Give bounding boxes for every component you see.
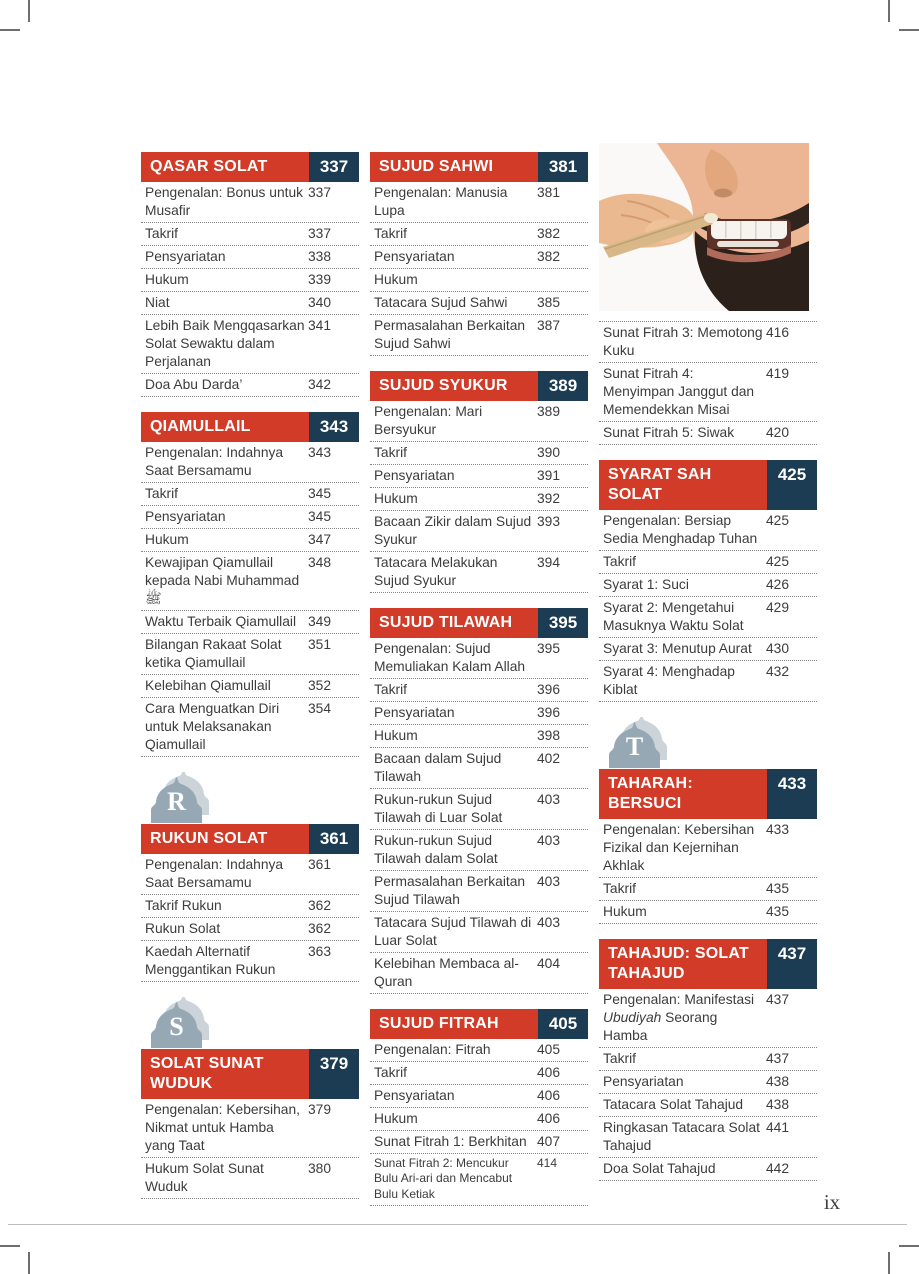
siwak-photo (599, 143, 809, 311)
toc-entry[interactable] (370, 1154, 588, 1206)
section-header[interactable] (370, 608, 588, 638)
entry-page-number: 387 (537, 318, 561, 333)
entry-page-number: 361 (308, 857, 332, 872)
toc-entry[interactable] (599, 597, 817, 638)
entry-page-number: 352 (308, 678, 332, 693)
entry-page-number: 354 (308, 701, 332, 716)
section-page-number: 437 (767, 939, 817, 989)
entry-title: Takrif (145, 225, 178, 241)
entry-title: Pengenalan: Fitrah (374, 1041, 491, 1057)
chapter-icon-letter: R (167, 787, 186, 816)
section-page-number: 425 (767, 460, 817, 510)
entry-title: Hukum (374, 727, 418, 743)
crop-mark-bottom-right-h (899, 1245, 919, 1247)
toc-entry[interactable] (370, 511, 588, 552)
entry-title: Pengenalan: Manusia Lupa (374, 184, 508, 218)
toc-entry[interactable] (141, 1158, 359, 1199)
entry-title: Hukum (374, 1110, 418, 1126)
section-title: SUJUD FITRAH (370, 1009, 538, 1039)
crop-mark-top-right-h (899, 29, 919, 31)
entry-page-number: 429 (766, 600, 790, 615)
entry-title: Cara Menguatkan Diri untuk Melaksanakan Qiamullail (145, 700, 280, 752)
entry-page-number: 379 (308, 1102, 332, 1117)
toc-entry[interactable] (370, 442, 588, 465)
crop-mark-bottom-left-h (0, 1245, 20, 1247)
entry-title: Pensyariatan (374, 704, 455, 720)
toc-entry[interactable] (370, 1108, 588, 1131)
crop-mark-top-right-v (888, 0, 890, 22)
entry-title: Pensyariatan (374, 467, 455, 483)
entry-title: Pengenalan: Sujud Memuliakan Kalam Allah (374, 640, 526, 674)
toc-entry[interactable] (141, 182, 359, 223)
entry-title: Doa Solat Tahajud (603, 1160, 716, 1176)
footer-rule (8, 1224, 907, 1225)
toc-entry[interactable] (599, 422, 817, 445)
entry-page-number: 438 (766, 1097, 790, 1112)
entry-title: Syarat 2: Mengetahui Masuknya Waktu Solat (603, 599, 744, 633)
toc-entry[interactable] (370, 953, 588, 994)
entry-page-number: 395 (537, 641, 561, 656)
toc-entry[interactable] (599, 1117, 817, 1158)
entry-page-number: 382 (537, 249, 561, 264)
toc-section (370, 1009, 588, 1206)
entry-list (599, 510, 817, 702)
entry-title: Hukum (374, 271, 418, 287)
toc-entry[interactable] (370, 269, 588, 292)
entry-list (599, 989, 817, 1181)
entry-title: Hukum (603, 903, 647, 919)
entry-title: Pengenalan: Kebersihan Fizikal dan Kejernihan Akhlak (603, 821, 755, 873)
entry-page-number: 425 (766, 554, 790, 569)
section-title: SOLAT SUNAT WUDUK (141, 1049, 309, 1099)
entry-page-number: 403 (537, 915, 561, 930)
entry-page-number: 405 (537, 1042, 561, 1057)
toc-entry[interactable] (599, 989, 817, 1048)
toc-entry[interactable] (599, 574, 817, 597)
entry-title: Takrif (374, 681, 407, 697)
entry-title: Takrif (374, 225, 407, 241)
entry-title: Syarat 1: Suci (603, 576, 689, 592)
toc-section (599, 460, 817, 702)
toc-entry[interactable] (599, 878, 817, 901)
toc-section (141, 997, 359, 1199)
entry-page-number: 435 (766, 904, 790, 919)
entry-list (370, 182, 588, 356)
toc-section (370, 371, 588, 593)
entry-page-number: 392 (537, 491, 561, 506)
entry-page-number: 420 (766, 425, 790, 440)
toc-entry[interactable] (141, 442, 359, 483)
toc-entry[interactable] (370, 1039, 588, 1062)
toc-columns (141, 152, 817, 1221)
toc-entry[interactable] (370, 638, 588, 679)
entry-list (141, 854, 359, 982)
entry-title: Takrif (145, 485, 178, 501)
toc-entry[interactable] (599, 901, 817, 924)
entry-page-number: 435 (766, 881, 790, 896)
toc-entry[interactable] (370, 1062, 588, 1085)
entry-list (599, 819, 817, 924)
section-header[interactable] (599, 460, 817, 510)
entry-title: Doa Abu Darda’ (145, 376, 243, 392)
toc-column-2 (370, 152, 588, 1221)
section-header[interactable] (599, 939, 817, 989)
toc-entry[interactable] (370, 292, 588, 315)
toc-column-1 (141, 152, 359, 1221)
section-header[interactable] (370, 371, 588, 401)
entry-page-number: 430 (766, 641, 790, 656)
entry-title: Rukun Solat (145, 920, 221, 936)
toc-entry[interactable] (370, 679, 588, 702)
toc-section (141, 772, 359, 982)
section-page-number: 337 (309, 152, 359, 182)
crop-mark-top-left-h (0, 29, 20, 31)
toc-entry[interactable] (370, 702, 588, 725)
entry-title: Bacaan Zikir dalam Sujud Syukur (374, 513, 532, 547)
section-header[interactable] (141, 824, 359, 854)
toc-entry[interactable] (141, 246, 359, 269)
toc-entry[interactable] (370, 552, 588, 593)
toc-section (599, 939, 817, 1181)
section-header[interactable] (599, 769, 817, 819)
toc-entry[interactable] (370, 1131, 588, 1154)
toc-section (370, 608, 588, 994)
section-page-number: 405 (538, 1009, 588, 1039)
entry-page-number: 343 (308, 445, 332, 460)
entry-title: Hukum (145, 271, 189, 287)
crop-mark-bottom-right-v (888, 1252, 890, 1274)
toc-entry[interactable] (599, 661, 817, 702)
entry-title: Sunat Fitrah 5: Siwak (603, 424, 735, 440)
entry-title: Pensyariatan (603, 1073, 684, 1089)
entry-page-number: 382 (537, 226, 561, 241)
entry-title: Sunat Fitrah 2: Mencukur Bulu Ari-ari dan Mencabut Bulu Ketiak (374, 1155, 513, 1201)
entry-title: Kelebihan Membaca al-Quran (374, 955, 519, 989)
entry-page-number: 406 (537, 1111, 561, 1126)
entry-title: Pengenalan: Kebersihan, Nikmat untuk Hamba yang Taat (145, 1101, 300, 1153)
toc-entry[interactable] (141, 529, 359, 552)
toc-entry[interactable] (141, 315, 359, 374)
entry-title: Rukun-rukun Sujud Tilawah di Luar Solat (374, 791, 503, 825)
section-header[interactable] (141, 412, 359, 442)
section-title: TAHARAH: BERSUCI (599, 769, 767, 819)
entry-page-number: 442 (766, 1161, 790, 1176)
section-page-number: 379 (309, 1049, 359, 1099)
entry-title: Permasalahan Berkaitan Sujud Sahwi (374, 317, 526, 351)
page-number: ix (823, 1190, 841, 1214)
toc-entry[interactable] (599, 819, 817, 878)
entry-page-number: 426 (766, 577, 790, 592)
toc-entry[interactable] (370, 871, 588, 912)
entry-title: Pensyariatan (374, 248, 455, 264)
entry-title: Waktu Terbaik Qiamullail (145, 613, 297, 629)
crop-mark-top-left-v (28, 0, 30, 22)
entry-title: Permasalahan Berkaitan Sujud Tilawah (374, 873, 526, 907)
entry-page-number: 441 (766, 1120, 790, 1135)
toc-column-3 (599, 152, 817, 1221)
dome-chapter-icon-S (146, 997, 212, 1049)
entry-list (599, 321, 817, 445)
entry-title: Pengenalan: Indahnya Saat Bersamamu (145, 856, 284, 890)
entry-page-number: 403 (537, 792, 561, 807)
entry-page-number: 403 (537, 833, 561, 848)
section-header[interactable] (370, 1009, 588, 1039)
entry-page-number: 396 (537, 705, 561, 720)
toc-entry[interactable] (141, 941, 359, 982)
entry-title: Takrif Rukun (145, 897, 222, 913)
toc-entry[interactable] (141, 374, 359, 397)
entry-title: Pengenalan: Bersiap Sedia Menghadap Tuhan (603, 512, 758, 546)
toc-entry[interactable] (599, 321, 817, 363)
toc-entry[interactable] (141, 223, 359, 246)
toc-entry[interactable] (370, 725, 588, 748)
toc-entry[interactable] (141, 269, 359, 292)
dome-chapter-icon-R (146, 772, 212, 824)
entry-page-number: 381 (537, 185, 561, 200)
section-title: QASAR SOLAT (141, 152, 309, 182)
section-page-number: 381 (538, 152, 588, 182)
toc-section (370, 152, 588, 356)
entry-list (370, 638, 588, 994)
toc-entry[interactable] (370, 465, 588, 488)
toc-entry[interactable] (599, 1071, 817, 1094)
entry-title: Lebih Baik Mengqasarkan Solat Sewaktu dalam Perjalanan (145, 317, 305, 369)
toc-entry[interactable] (141, 611, 359, 634)
toc-section (141, 152, 359, 397)
entry-title: Takrif (374, 444, 407, 460)
entry-title: Pensyariatan (145, 508, 226, 524)
entry-title: Niat (145, 294, 170, 310)
toc-entry[interactable] (141, 483, 359, 506)
toc-entry[interactable] (599, 1048, 817, 1071)
entry-page-number: 345 (308, 486, 332, 501)
entry-title: Sunat Fitrah 4: Menyimpan Janggut dan Memendekkan Misai (603, 365, 755, 417)
entry-page-number: 362 (308, 898, 332, 913)
toc-entry[interactable] (370, 488, 588, 511)
toc-section (599, 321, 817, 445)
toc-section (141, 412, 359, 757)
entry-title: Pensyariatan (374, 1087, 455, 1103)
toc-entry[interactable] (141, 854, 359, 895)
section-header[interactable] (141, 152, 359, 182)
entry-page-number: 337 (308, 185, 332, 200)
entry-page-number: 398 (537, 728, 561, 743)
entry-title: Pengenalan: Manifestasi Ubudiyah Seorang Hamba (603, 991, 755, 1043)
entry-page-number: 340 (308, 295, 332, 310)
section-title: SUJUD SAHWI (370, 152, 538, 182)
entry-title: Tatacara Sujud Sahwi (374, 294, 508, 310)
toc-entry[interactable] (599, 638, 817, 661)
entry-page-number: 345 (308, 509, 332, 524)
toc-entry[interactable] (370, 182, 588, 223)
entry-page-number: 390 (537, 445, 561, 460)
entry-title: Sunat Fitrah 1: Berkhitan (374, 1133, 527, 1149)
toc-entry[interactable] (370, 315, 588, 356)
entry-page-number: 433 (766, 822, 790, 837)
entry-title: Takrif (603, 1050, 636, 1066)
entry-page-number: 339 (308, 272, 332, 287)
entry-title: Pengenalan: Mari Bersyukur (374, 403, 483, 437)
toc-entry[interactable] (141, 506, 359, 529)
toc-entry[interactable] (370, 246, 588, 269)
entry-page-number: 404 (537, 956, 561, 971)
entry-page-number: 432 (766, 664, 790, 679)
entry-list (141, 442, 359, 757)
section-page-number: 361 (309, 824, 359, 854)
entry-title: Tatacara Solat Tahajud (603, 1096, 744, 1112)
entry-page-number: 380 (308, 1161, 332, 1176)
toc-entry[interactable] (599, 510, 817, 551)
entry-page-number: 341 (308, 318, 332, 333)
toc-entry[interactable] (141, 698, 359, 757)
chapter-icon-letter: S (169, 1012, 184, 1041)
entry-title: Takrif (603, 880, 636, 896)
toc-entry[interactable] (141, 895, 359, 918)
toc-entry[interactable] (141, 675, 359, 698)
entry-title: Hukum (145, 531, 189, 547)
entry-page-number: 389 (537, 404, 561, 419)
entry-title: Kewajipan Qiamullail kepada Nabi Muhammad ﷺ (145, 554, 300, 606)
toc-entry[interactable] (599, 363, 817, 422)
entry-page-number: 351 (308, 637, 332, 652)
toc-entry[interactable] (370, 789, 588, 830)
toc-entry[interactable] (370, 830, 588, 871)
entry-title: Tatacara Sujud Tilawah di Luar Solat (374, 914, 532, 948)
section-title: QIAMULLAIL (141, 412, 309, 442)
entry-page-number: 385 (537, 295, 561, 310)
entry-title: Bilangan Rakaat Solat ketika Qiamullail (145, 636, 282, 670)
entry-page-number: 347 (308, 532, 332, 547)
entry-list (141, 1099, 359, 1199)
entry-title: Pensyariatan (145, 248, 226, 264)
dome-chapter-icon-T (604, 717, 670, 769)
entry-title: Sunat Fitrah 3: Memotong Kuku (603, 324, 763, 358)
section-page-number: 395 (538, 608, 588, 638)
entry-page-number: 394 (537, 555, 561, 570)
entry-list (370, 401, 588, 593)
toc-entry[interactable] (141, 634, 359, 675)
entry-page-number: 414 (537, 1156, 558, 1170)
section-title: TAHAJUD: SOLAT TAHAJUD (599, 939, 767, 989)
entry-page-number: 406 (537, 1065, 561, 1080)
toc-entry[interactable] (599, 1158, 817, 1181)
toc-entry[interactable] (370, 912, 588, 953)
entry-page-number: 437 (766, 992, 790, 1007)
crop-mark-bottom-left-v (28, 1252, 30, 1274)
entry-title: Rukun-rukun Sujud Tilawah dalam Solat (374, 832, 498, 866)
toc-entry[interactable] (141, 1099, 359, 1158)
entry-page-number: 362 (308, 921, 332, 936)
entry-title: Ringkasan Tatacara Solat Tahajud (603, 1119, 760, 1153)
toc-entry[interactable] (141, 552, 359, 611)
entry-page-number: 342 (308, 377, 332, 392)
entry-list (141, 182, 359, 397)
entry-title: Kaedah Alternatif Menggantikan Rukun (145, 943, 276, 977)
entry-page-number: 363 (308, 944, 332, 959)
section-title: SUJUD SYUKUR (370, 371, 538, 401)
section-title: RUKUN SOLAT (141, 824, 309, 854)
entry-page-number: 402 (537, 751, 561, 766)
toc-entry[interactable] (370, 1085, 588, 1108)
entry-title: Takrif (603, 553, 636, 569)
entry-title: Kelebihan Qiamullail (145, 677, 271, 693)
entry-page-number: 416 (766, 325, 790, 340)
entry-title: Pengenalan: Bonus untuk Musafir (145, 184, 304, 218)
entry-page-number: 403 (537, 874, 561, 889)
entry-title: Pengenalan: Indahnya Saat Bersamamu (145, 444, 284, 478)
toc-entry[interactable] (599, 551, 817, 574)
entry-page-number: 348 (308, 555, 332, 570)
entry-page-number: 406 (537, 1088, 561, 1103)
entry-title: Syarat 3: Menutup Aurat (603, 640, 752, 656)
chapter-icon-letter: T (625, 732, 644, 761)
section-title: SUJUD TILAWAH (370, 608, 538, 638)
section-page-number: 389 (538, 371, 588, 401)
entry-title: Bacaan dalam Sujud Tilawah (374, 750, 502, 784)
toc-entry[interactable] (370, 223, 588, 246)
entry-title: Hukum Solat Sunat Wuduk (145, 1160, 264, 1194)
entry-page-number: 407 (537, 1134, 561, 1149)
section-page-number: 433 (767, 769, 817, 819)
entry-title: Tatacara Melakukan Sujud Syukur (374, 554, 498, 588)
section-page-number: 343 (309, 412, 359, 442)
toc-entry[interactable] (370, 748, 588, 789)
toc-entry[interactable] (141, 292, 359, 315)
entry-page-number: 396 (537, 682, 561, 697)
entry-page-number: 438 (766, 1074, 790, 1089)
section-title: SYARAT SAH SOLAT (599, 460, 767, 510)
entry-page-number: 349 (308, 614, 332, 629)
section-header[interactable] (370, 152, 588, 182)
entry-title: Hukum (374, 490, 418, 506)
entry-page-number: 425 (766, 513, 790, 528)
toc-entry[interactable] (141, 918, 359, 941)
entry-page-number: 338 (308, 249, 332, 264)
entry-title: Takrif (374, 1064, 407, 1080)
entry-page-number: 419 (766, 366, 790, 381)
entry-page-number: 391 (537, 468, 561, 483)
entry-list (370, 1039, 588, 1206)
toc-entry[interactable] (370, 401, 588, 442)
entry-title: Syarat 4: Menghadap Kiblat (603, 663, 735, 697)
entry-page-number: 437 (766, 1051, 790, 1066)
entry-page-number: 337 (308, 226, 332, 241)
toc-entry[interactable] (599, 1094, 817, 1117)
entry-page-number: 393 (537, 514, 561, 529)
section-header[interactable] (141, 1049, 359, 1099)
toc-section (599, 717, 817, 924)
